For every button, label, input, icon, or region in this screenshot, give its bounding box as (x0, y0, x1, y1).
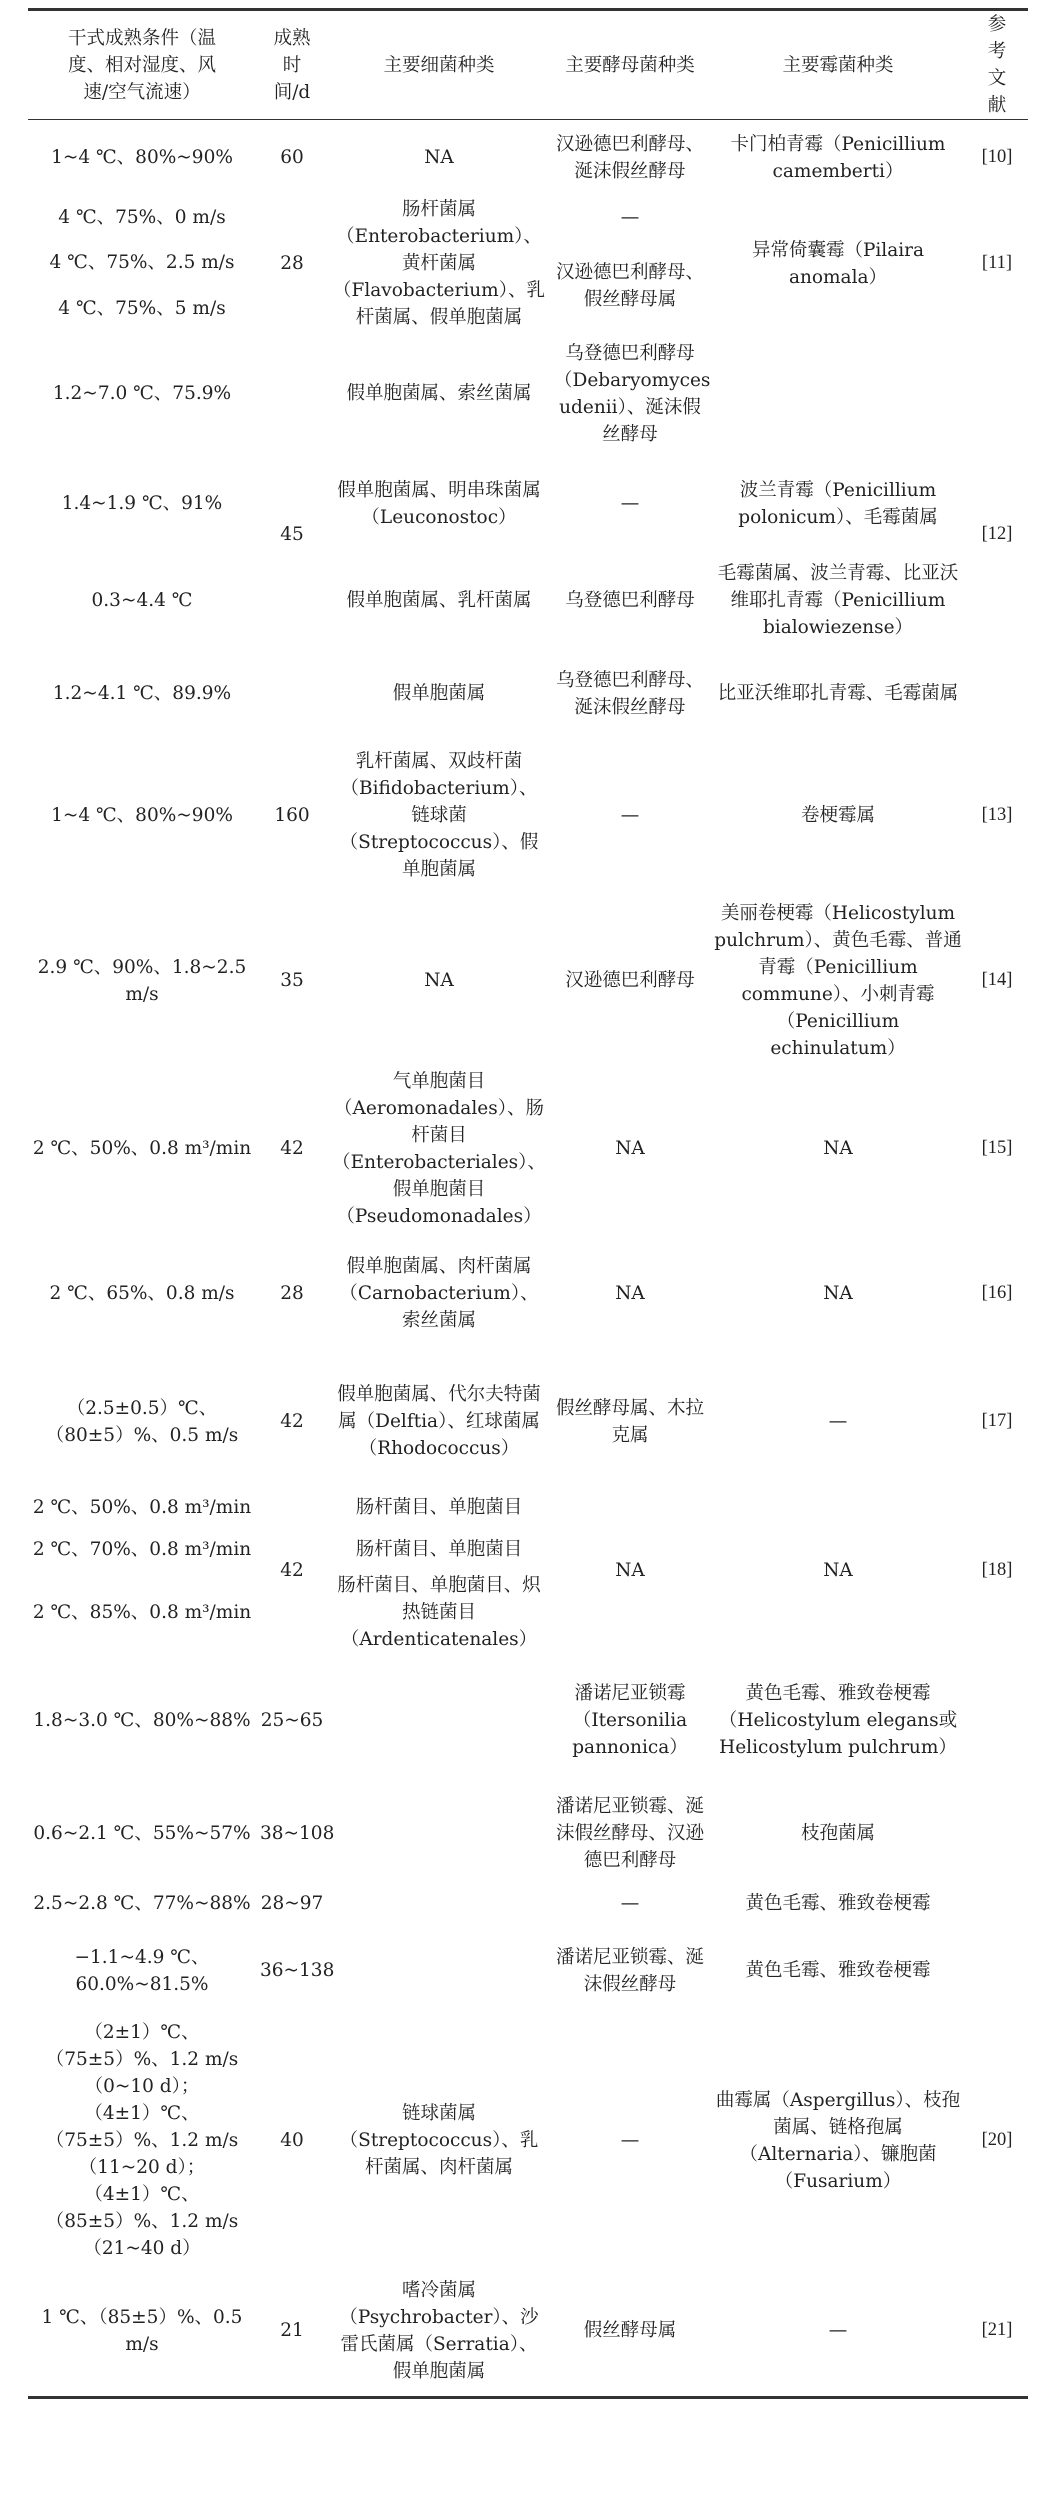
cell-bacteria: NA (424, 970, 454, 991)
table-header (28, 10, 1028, 120)
cell-conditions: 1~4 ℃、80%~90% (51, 147, 233, 169)
cell-yeast: 乌登德巴利酵母 (565, 590, 695, 611)
table-row (28, 2016, 1028, 2266)
table-row (28, 1358, 1028, 1486)
cell-bacteria: 假单胞菌属、肉杆菌属（Carnobacterium）、索丝菌属 (339, 1256, 539, 1331)
cell-yeast: 潘诺尼亚锁霉、涎沫假丝酵母 (555, 1946, 704, 1995)
maturation-conditions-table (28, 8, 1028, 2399)
cell-time: 160 (274, 805, 310, 826)
table-row (28, 1068, 1028, 1230)
cell-bacteria: 肠杆菌属（Enterobacterium）、黄杆菌属（Flavobacterium）、乳杆菌属、假单胞菌属 (333, 199, 545, 328)
cell-conditions: 1~4 ℃、80%~90% (51, 805, 233, 826)
cell-time: 42 (280, 1560, 304, 1581)
cell-yeast: 潘诺尼亚锁霉、涎沫假丝酵母、汉逊德巴利酵母 (555, 1796, 704, 1871)
cell-conditions: 4 ℃、75%、0 m/s (58, 207, 226, 228)
cell-mold: 卡门柏青霉（Penicillium camemberti） (730, 133, 946, 182)
cell-conditions: 1.2~4.1 ℃、89.9% (52, 683, 232, 704)
cell-mold: NA (823, 1560, 853, 1581)
cell-mold: 黄色毛霉、雅致卷梗霉（Helicostylum elegans或Helicostylum pulchrum） (718, 1683, 958, 1758)
cell-bacteria: 假单胞菌属、代尔夫特菌属（Delftia）、红球菌属（Rhodococcus） (337, 1384, 541, 1459)
cell-bacteria: 假单胞菌属、明串珠菌属（Leuconostoc） (337, 479, 541, 528)
table-row (28, 552, 1028, 650)
cell-conditions: 1.4~1.9 ℃、91% (61, 493, 223, 514)
cell-mold: 波兰青霉（Penicillium polonicum）、毛霉菌属 (738, 479, 938, 528)
cell-reference: [13] (981, 805, 1013, 825)
cell-yeast: 假丝酵母属 (550, 2266, 710, 2398)
cell-reference: [15] (981, 1138, 1013, 1158)
table-row (28, 1486, 1028, 1530)
cell-mold: 卷梗霉属 (800, 805, 875, 826)
cell-time: 42 (280, 1138, 304, 1159)
header-mold: 主要霉菌种类 (782, 54, 894, 76)
cell-mold: 美丽卷梗霉（Helicostylum pulchrum）、黄色毛霉、普通青霉（Penicillium commune）、小刺青霉（Penicillium echinulatum） (714, 902, 962, 1059)
cell-conditions: 1.8~3.0 ℃、80%~88% (33, 1710, 251, 1731)
cell-conditions: 2 ℃、70%、0.8 m³/min (32, 1539, 252, 1560)
table-row (28, 456, 1028, 552)
cell-yeast: 汉逊德巴利酵母、假丝酵母属 (555, 261, 704, 310)
cell-yeast: NA (615, 1283, 645, 1304)
table-row (28, 2266, 1028, 2398)
cell-reference: [21] (966, 2266, 1028, 2398)
cell-conditions: 2 ℃、50%、0.8 m³/min (32, 1497, 252, 1518)
cell-conditions: 0.3~4.4 ℃ (91, 590, 193, 611)
cell-yeast: 假丝酵母属、木拉克属 (555, 1397, 704, 1446)
cell-yeast: NA (615, 1138, 645, 1159)
cell-time: 40 (280, 2130, 304, 2151)
cell-yeast: NA (615, 1560, 645, 1581)
cell-mold: — (828, 1411, 848, 1432)
cell-time: 36~138 (260, 1960, 335, 1981)
cell-time: 45 (280, 524, 304, 545)
cell-bacteria: 假单胞菌属 (392, 683, 486, 704)
cell-time: 28 (280, 253, 304, 274)
cell-reference: [12] (981, 524, 1013, 544)
cell-mold: 异常倚囊霉（Pilaira anomala） (751, 239, 925, 288)
cell-bacteria: 链球菌属（Streptococcus）、乳杆菌属、肉杆菌属 (339, 2103, 539, 2178)
cell-bacteria: 假单胞菌属、乳杆菌属 (346, 590, 532, 611)
cell-mold: 比亚沃维耶扎青霉、毛霉菌属 (717, 683, 959, 704)
cell-yeast: — (620, 805, 640, 826)
header-yeast: 主要酵母菌种类 (565, 54, 695, 76)
cell-conditions: 4 ℃、75%、5 m/s (58, 298, 226, 319)
cell-conditions: （2.5±0.5）℃、（80±5）%、0.5 m/s (45, 1397, 239, 1446)
cell-time: 25~65 (260, 1710, 324, 1731)
table-row (28, 196, 1028, 240)
cell-time: 60 (280, 147, 304, 169)
cell-reference: [18] (981, 1560, 1013, 1580)
cell-reference (966, 1656, 1028, 2016)
cell-time: 35 (280, 970, 304, 991)
cell-reference: [16] (981, 1283, 1013, 1303)
table-row (28, 120, 1028, 196)
cell-conditions: 1.2~7.0 ℃、75.9% (52, 383, 232, 404)
cell-bacteria (328, 1656, 550, 2016)
cell-conditions: 2.9 ℃、90%、1.8~2.5 m/s (37, 956, 247, 1005)
cell-time: 28~97 (260, 1893, 324, 1914)
cell-reference: [11] (981, 253, 1013, 273)
cell-mold: 曲霉属（Aspergillus）、枝孢菌属、链格孢属（Alternaria）、镰胞菌（Fusarium） (715, 2089, 961, 2192)
cell-mold: 黄色毛霉、雅致卷梗霉 (745, 1893, 931, 1914)
cell-bacteria: 气单胞菌目（Aeromonadales）、肠杆菌目（Enterobacteriales）、假单胞菌目（Pseudomonadales） (332, 1070, 546, 1227)
cell-conditions: 2 ℃、65%、0.8 m/s (49, 1283, 235, 1304)
cell-yeast: — (620, 207, 640, 228)
cell-time: 42 (280, 1411, 304, 1432)
cell-yeast: 乌登德巴利酵母（Debaryomyces udenii）、涎沫假丝酵母 (554, 342, 711, 445)
cell-mold: 黄色毛霉、雅致卷梗霉 (745, 1960, 931, 1981)
cell-bacteria: 嗜冷菌属（Psychrobacter）、沙雷氏菌属（Serratia）、假单胞菌属 (328, 2266, 550, 2398)
cell-mold: — (710, 2266, 966, 2398)
header-bacteria: 主要细菌种类 (383, 54, 495, 76)
cell-conditions: 2 ℃、85%、0.8 m³/min (32, 1602, 252, 1623)
cell-reference: [14] (981, 970, 1013, 990)
cell-bacteria: 肠杆菌目、单胞菌目、炽热链菌目（Ardenticatenales） (337, 1575, 541, 1650)
cell-yeast: 汉逊德巴利酵母 (565, 970, 695, 991)
table-row (28, 332, 1028, 456)
cell-conditions: 2 ℃、50%、0.8 m³/min (32, 1138, 252, 1159)
header-time: 成熟时间/d (273, 27, 311, 103)
table-row (28, 894, 1028, 1068)
table-body (28, 120, 1028, 2398)
cell-bacteria: 肠杆菌目、单胞菌目 (355, 1539, 523, 1560)
cell-mold: 枝孢菌属 (800, 1823, 875, 1844)
cell-yeast: 潘诺尼亚锁霉（Itersonilia pannonica） (572, 1683, 688, 1758)
cell-reference: [10] (981, 147, 1013, 168)
cell-yeast: 汉逊德巴利酵母、涎沫假丝酵母 (555, 133, 704, 182)
cell-mold: 毛霉菌属、波兰青霉、比亚沃维耶扎青霉（Penicillium bialowiezense） (717, 563, 959, 638)
cell-conditions: （2±1）℃、（75±5）%、1.2 m/s（0~10 d）；（4±1）℃、（75±5）%、1.2 m/s（11~20 d）；（4±1）℃、（85±5）%、1.2 m/s（21~40 d） (45, 2022, 239, 2259)
header-reference: 参考文献 (987, 14, 1007, 116)
cell-yeast: — (620, 1893, 640, 1914)
table-row (28, 650, 1028, 738)
cell-time: 28 (280, 1283, 304, 1304)
cell-conditions: 2.5~2.8 ℃、77%~88% (33, 1893, 251, 1914)
table-row (28, 1230, 1028, 1358)
table-row (28, 738, 1028, 894)
cell-bacteria: 乳杆菌属、双歧杆菌（Bifidobacterium）、链球菌（Streptococcus）、假单胞菌属 (339, 751, 539, 880)
cell-yeast: 乌登德巴利酵母、涎沫假丝酵母 (555, 669, 704, 718)
cell-time: 38~108 (260, 1823, 335, 1844)
cell-mold (710, 332, 966, 456)
cell-bacteria: 假单胞菌属、索丝菌属 (346, 383, 532, 404)
cell-conditions: −1.1~4.9 ℃、60.0%~81.5% (74, 1946, 210, 1995)
cell-conditions: 1 ℃、（85±5）%、0.5 m/s (28, 2266, 256, 2398)
cell-bacteria: NA (424, 147, 454, 169)
cell-time: 21 (256, 2266, 328, 2398)
header-conditions: 干式成熟条件（温度、相对湿度、风速/空气流速） (67, 27, 216, 103)
cell-mold: NA (823, 1138, 853, 1159)
cell-mold: NA (823, 1283, 853, 1304)
cell-yeast: — (620, 493, 640, 514)
cell-conditions: 0.6~2.1 ℃、55%~57% (33, 1823, 251, 1844)
cell-reference: [17] (981, 1411, 1013, 1431)
cell-yeast: — (620, 2130, 640, 2151)
table-row (28, 1656, 1028, 1786)
cell-conditions: 4 ℃、75%、2.5 m/s (49, 252, 235, 273)
cell-reference: [20] (981, 2130, 1013, 2150)
cell-bacteria: 肠杆菌目、单胞菌目 (355, 1497, 523, 1518)
